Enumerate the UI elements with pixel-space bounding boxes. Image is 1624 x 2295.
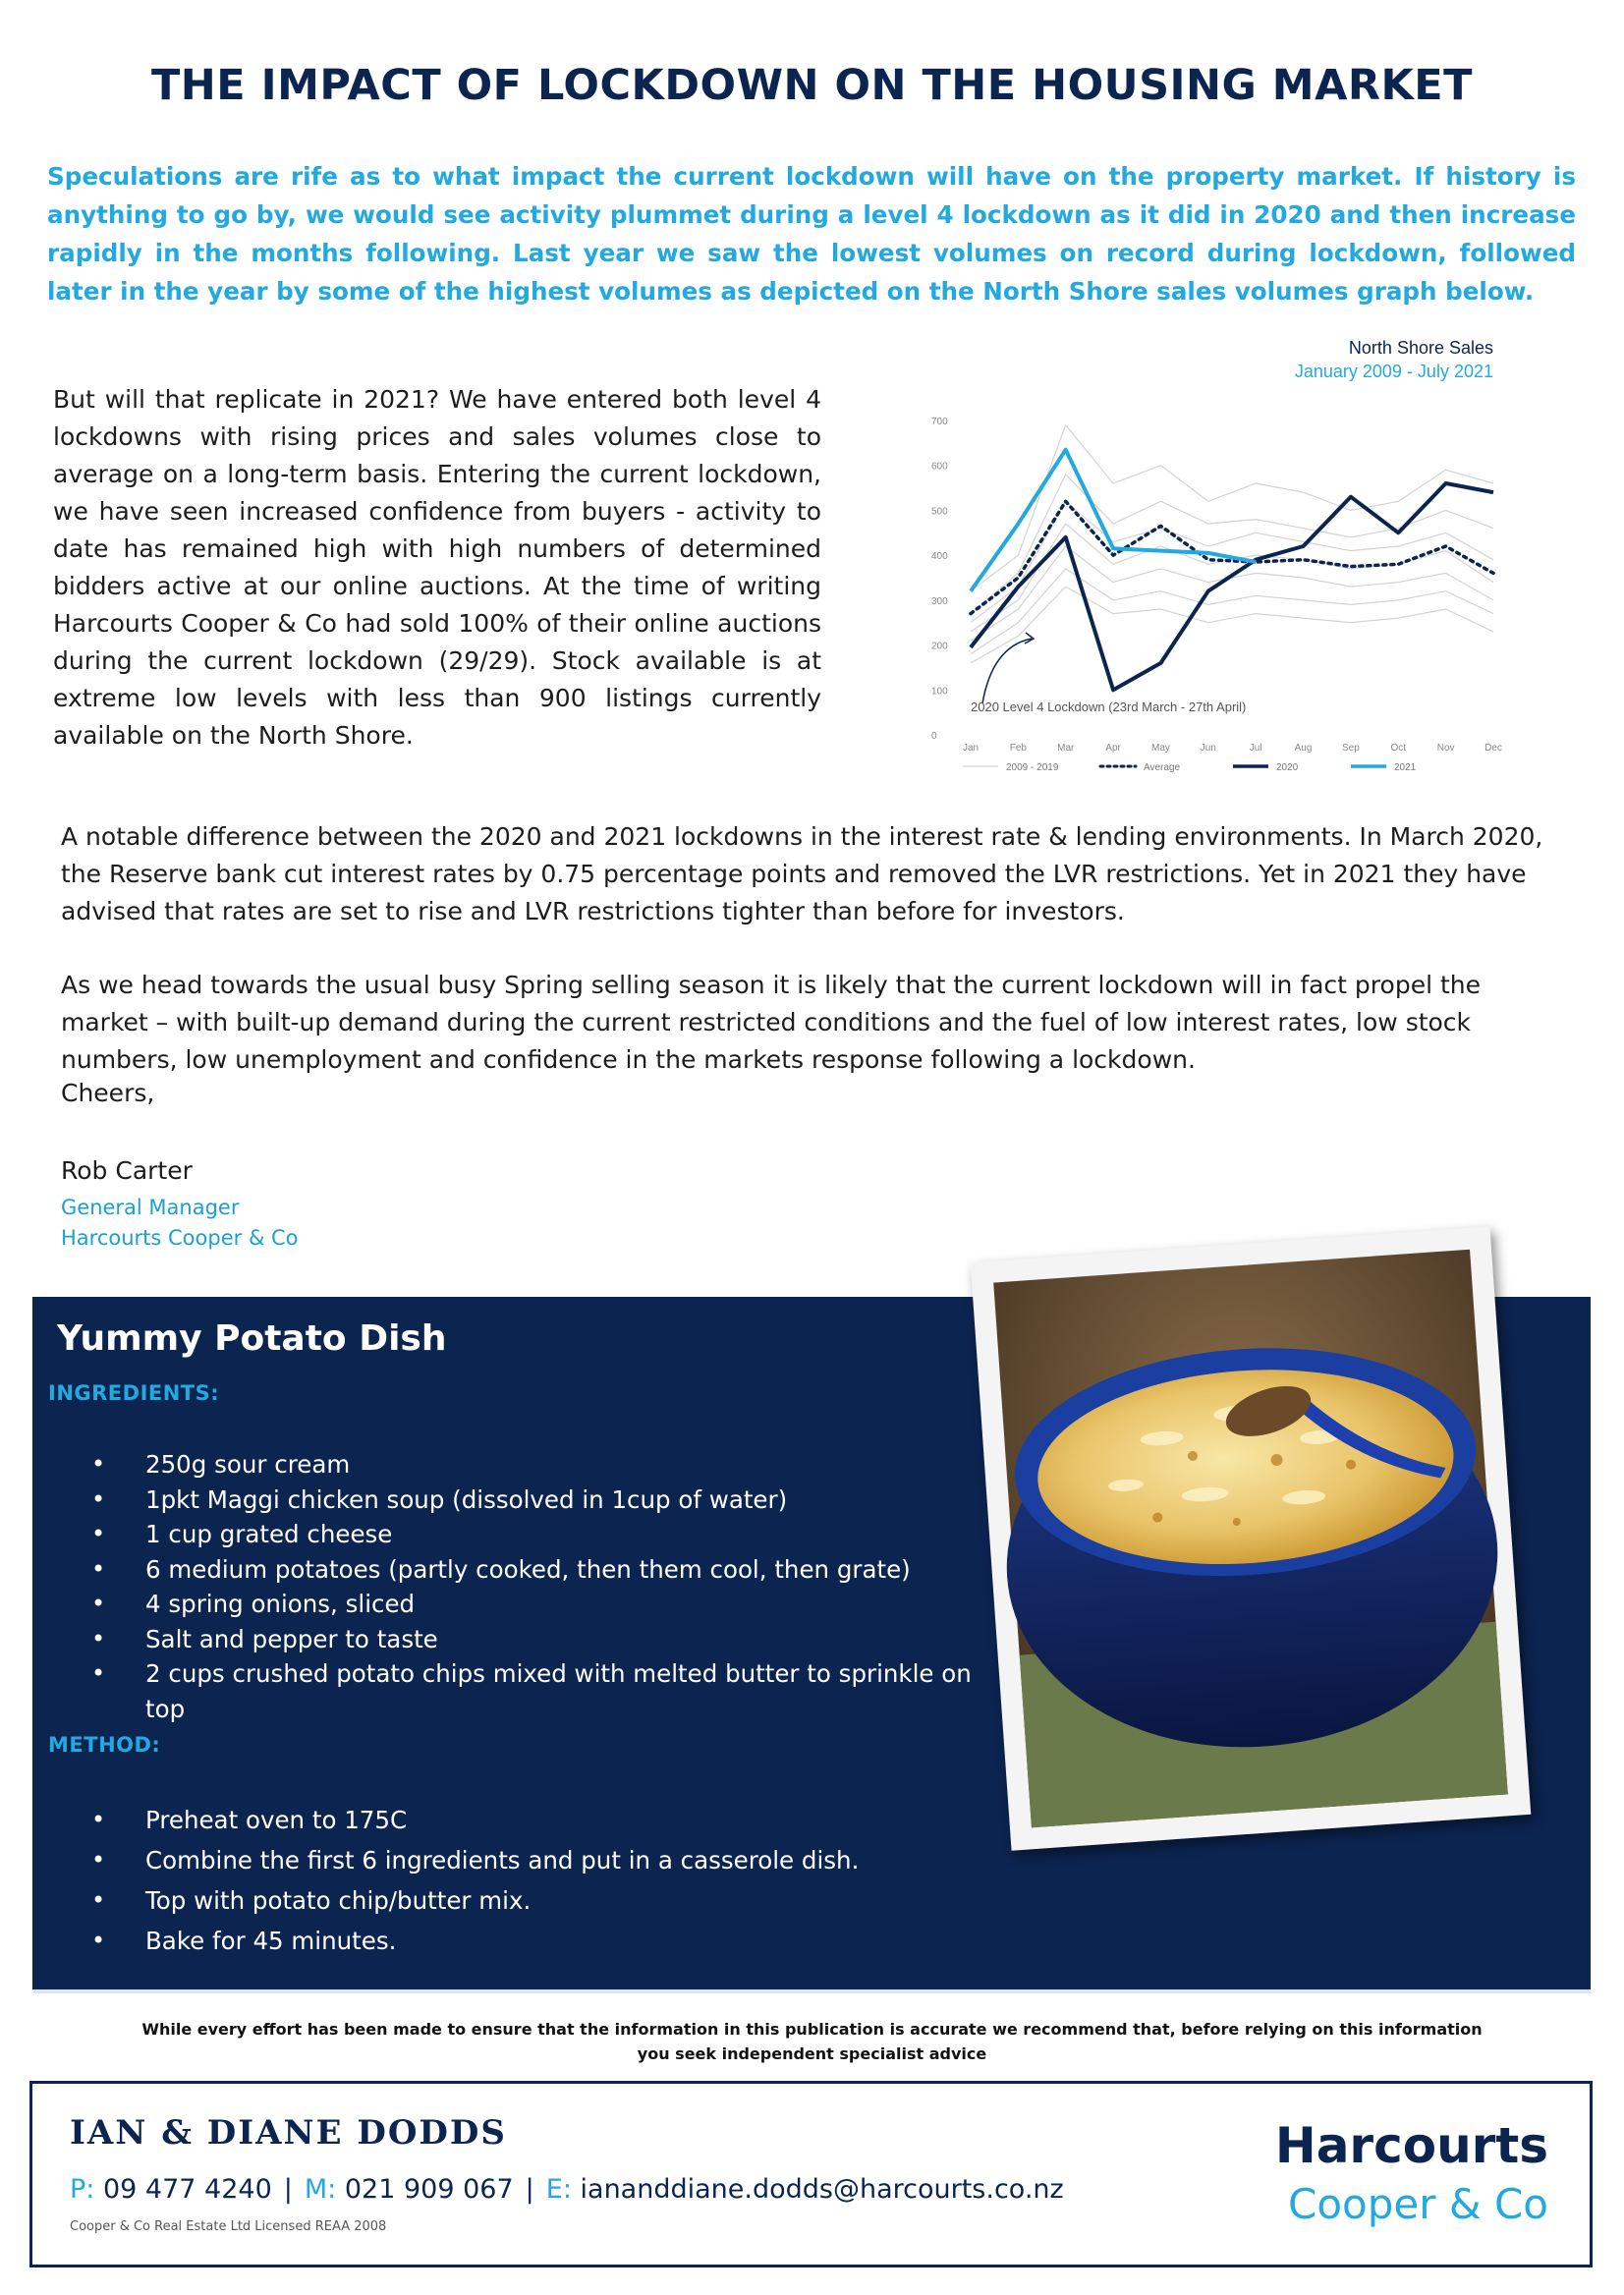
x-tick-label: May	[1151, 743, 1170, 754]
x-tick-label: Jan	[962, 743, 980, 754]
legend-label: 2020	[1276, 762, 1299, 773]
signature-company: Harcourts Cooper & Co	[61, 1226, 299, 1250]
ingredient-item: • 4 spring onions, sliced	[32, 1587, 995, 1622]
column-paragraph: But will that replicate in 2021? We have entered both level 4 lockdowns with rising prices and sales volumes close to average on a long-term basis. Entering the current lockdown, we have seen increased confidence from buyers - activity to date has remained high with high numbers of determined bidders active at our online auctions. At the time of writing Harcourts Cooper & Co had sold 100% of their online auctions during the current lockdown (29/29). Stock available is at extreme low levels with less than 900 listings currently available on the North Shore.	[53, 385, 821, 750]
footer-contact-box	[29, 2081, 1593, 2267]
series-line-2020	[971, 483, 1493, 690]
method-step: • Combine the first 6 ingredients and put in a casserole dish.	[32, 1840, 995, 1880]
y-tick-label: 0	[931, 731, 937, 742]
method-step: • Bake for 45 minutes.	[32, 1921, 995, 1961]
phone-number[interactable]: 09 477 4240	[102, 2174, 272, 2205]
mobile-label: M:	[304, 2174, 337, 2205]
ingredient-item: • 250g sour cream	[32, 1447, 995, 1483]
x-tick-label: Apr	[1105, 743, 1121, 754]
x-tick-label: Dec	[1484, 743, 1502, 754]
recipe-photo	[971, 1226, 1532, 1851]
y-tick-label: 500	[931, 506, 948, 518]
ingredient-item: • 2 cups crushed potato chips mixed with melted butter to sprinkle on top	[32, 1656, 995, 1692]
ingredients-heading: INGREDIENTS:	[48, 1381, 220, 1405]
y-tick-label: 400	[931, 551, 948, 563]
ingredient-item: • 1 cup grated cheese	[32, 1517, 995, 1552]
x-tick-label: Nov	[1436, 743, 1455, 754]
licence-text: Cooper & Co Real Estate Ltd Licensed REAA 2008	[70, 2219, 387, 2234]
x-tick-label: Aug	[1294, 743, 1313, 754]
potato-dish-image	[993, 1250, 1508, 1828]
chart-annotation: 2020 Level 4 Lockdown (23rd March - 27th April)	[971, 700, 1247, 714]
chart-subtitle: January 2009 - July 2021	[1294, 362, 1493, 381]
chart-series	[971, 425, 1493, 691]
email-label: E:	[545, 2174, 572, 2205]
legend-label: Average	[1144, 762, 1181, 773]
series-line-2009-2019	[971, 475, 1493, 614]
phone-label: P:	[70, 2174, 95, 2205]
x-axis	[963, 743, 1502, 754]
intro-paragraph: Speculations are rife as to what impact the current lockdown will have on the property market. If history is anything to go by, we would see activity plummet during a level 4 lockdown as it did in 2020 and then increase rapidly in the months following. Last year we saw the lowest volumes on record during lockdown, followed later in the year by some of the highest volumes as depicted on the North Shore sales volumes graph below.	[47, 162, 1576, 306]
email-link[interactable]: iananddiane.dodds@harcourts.co.nz	[580, 2174, 1064, 2205]
signature-role: General Manager	[61, 1196, 240, 1219]
y-tick-label: 700	[931, 417, 948, 427]
separator: |	[283, 2174, 293, 2205]
method-step: • Top with potato chip/butter mix.	[32, 1880, 995, 1921]
annotation-arrowhead	[1025, 633, 1034, 644]
method-list	[32, 1800, 995, 1961]
legend-label: 2021	[1394, 762, 1417, 773]
y-tick-label: 200	[931, 641, 948, 652]
method-step: • Preheat oven to 175C	[32, 1800, 995, 1840]
disclaimer-line-1: While every effort has been made to ensure that the information in this publication is accurate we recommend that, before relying on this information	[141, 2020, 1483, 2039]
ingredient-item: • Salt and pepper to taste	[32, 1622, 995, 1657]
closing: Cheers,	[61, 1079, 155, 1107]
recipe-title: Yummy Potato Dish	[57, 1318, 447, 1359]
contact-line	[70, 2174, 1064, 2205]
y-tick-label: 600	[931, 461, 948, 473]
chart-title: North Shore Sales	[1348, 338, 1493, 358]
signature-name: Rob Carter	[61, 1156, 193, 1185]
x-tick-label: Oct	[1390, 743, 1407, 754]
ingredients-list	[32, 1447, 995, 1723]
y-tick-label: 300	[931, 595, 948, 607]
x-tick-label: Jul	[1249, 743, 1262, 754]
y-axis	[931, 417, 948, 742]
series-line-2009-2019	[971, 587, 1493, 663]
agent-names: IAN & DIANE DODDS	[70, 2113, 507, 2153]
x-tick-label: Mar	[1057, 743, 1075, 754]
series-line-2009-2019	[971, 546, 1493, 641]
ingredient-item: • 1pkt Maggi chicken soup (dissolved in 1cup of water)	[32, 1483, 995, 1518]
separator: |	[525, 2174, 534, 2205]
legend-label: 2009 - 2019	[1006, 762, 1059, 773]
x-tick-label: Jun	[1200, 743, 1216, 754]
disclaimer	[0, 2017, 1624, 2066]
y-tick-label: 100	[931, 686, 948, 698]
brand-logo-cooper: Cooper & Co	[1288, 2180, 1548, 2228]
series-line-2021	[971, 450, 1256, 591]
body-paragraph-2: As we head towards the usual busy Spring selling season it is likely that the current lockdown will in fact propel the market – with built-up demand during the current restricted conditions and the fuel of low interest rates, low stock numbers, low unemployment and confidence in the markets response following a lockdown.	[61, 971, 1481, 1074]
disclaimer-line-2: you seek independent specialist advice	[637, 2044, 987, 2063]
chart-legend	[963, 762, 1417, 773]
north-shore-sales-chart	[904, 332, 1513, 773]
x-tick-label: Feb	[1009, 743, 1027, 754]
body-paragraph-1: A notable difference between the 2020 and 2021 lockdowns in the interest rate & lending environments. In March 2020, the Reserve bank cut interest rates by 0.75 percentage points and removed the LVR restrictions. Yet in 2021 they have advised that rates are set to rise and LVR restrictions tighter than before for investors.	[61, 822, 1543, 925]
page-title: THE IMPACT OF LOCKDOWN ON THE HOUSING MARKET	[150, 61, 1474, 110]
mobile-number[interactable]: 021 909 067	[344, 2174, 514, 2205]
annotation-arrow	[982, 639, 1032, 703]
method-heading: METHOD:	[48, 1733, 161, 1757]
ingredient-item: • 6 medium potatoes (partly cooked, then them cool, then grate)	[32, 1552, 995, 1588]
brand-logo-harcourts: Harcourts	[1274, 2117, 1548, 2174]
x-tick-label: Sep	[1342, 743, 1360, 754]
series-line-2009-2019	[971, 569, 1493, 654]
